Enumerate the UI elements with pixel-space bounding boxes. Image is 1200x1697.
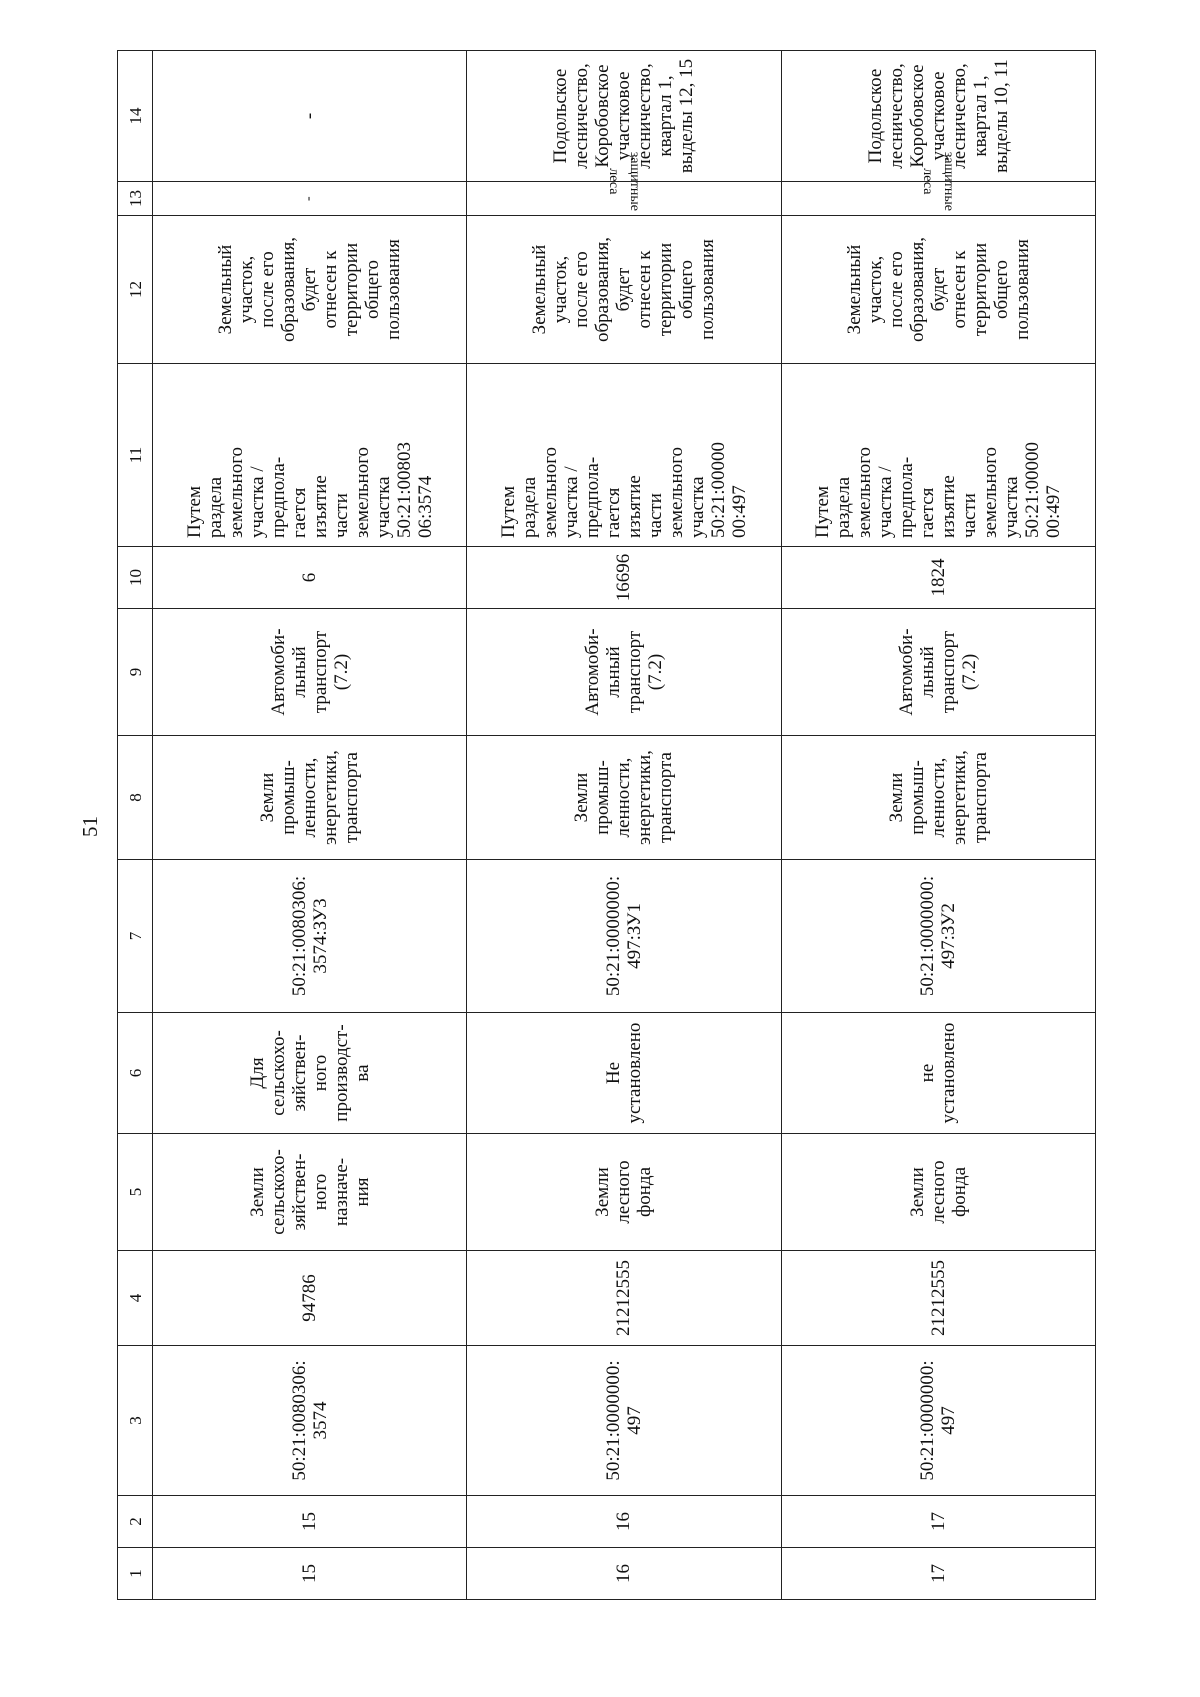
column-number-row <box>118 51 153 1600</box>
column-number: 4 <box>118 1251 153 1346</box>
column-number: 5 <box>118 1134 153 1251</box>
column-number: 7 <box>118 860 153 1013</box>
column-number: 3 <box>118 1346 153 1496</box>
cell-permitted-use: не установлено <box>781 1013 1095 1134</box>
rotated-table-frame <box>117 51 1096 1600</box>
cell-public-use-note: Земельный участок, после его образования, будет отнесен к территории общего пользования <box>467 216 781 364</box>
cell-public-use-note: Земельный участок, после его образования, будет отнесен к территории общего пользования <box>153 216 467 364</box>
column-number: 8 <box>118 736 153 860</box>
cell-index: 17 <box>781 1496 1095 1548</box>
cell-forestry-location: Подольское лесничество, Коробовское участковое лесничество, квартал 1, выделы 10, 11 <box>781 51 1095 182</box>
cell-new-permitted-use: Автомоби- льный транспорт (7.2) <box>467 609 781 736</box>
column-number: 12 <box>118 216 153 364</box>
column-number: 1 <box>118 1548 153 1600</box>
column-number: 14 <box>118 51 153 182</box>
table-row <box>153 51 467 1600</box>
cell-new-permitted-use: Автомоби- льный транспорт (7.2) <box>153 609 467 736</box>
cell-permitted-use: Для сельскохо- зяйствен- ного производст- ва <box>153 1013 467 1134</box>
forest-category-text: - <box>302 196 318 201</box>
cell-new-plot-number: 50:21:0000000: 497:ЗУ1 <box>467 860 781 1013</box>
cell-formation-method: Путем раздела земельного участка / предпола- гается изъятие части земельного участка 50:21:00803 06:3574 <box>153 364 467 547</box>
cell-forest-category <box>781 151 1095 216</box>
cell-source-cadastral-number: 50:21:0080306: 3574 <box>153 1346 467 1496</box>
table-row <box>781 51 1095 1600</box>
column-number: 10 <box>118 547 153 609</box>
cell-forest-category <box>153 182 467 216</box>
cell-new-land-category: Земли промыш- ленности, энергетики, транспорта <box>153 736 467 860</box>
cell-source-cadastral-number: 50:21:0000000: 497 <box>467 1346 781 1496</box>
cell-source-cadastral-number: 50:21:0000000: 497 <box>781 1346 1095 1496</box>
table-container <box>117 51 1096 1600</box>
cell-row-number: 15 <box>153 1548 467 1600</box>
column-number: 2 <box>118 1496 153 1548</box>
page-number: 51 <box>78 816 102 837</box>
cell-new-land-category: Земли промыш- ленности, энергетики, транспорта <box>781 736 1095 860</box>
cell-area: 21212555 <box>781 1251 1095 1346</box>
cell-new-area: 6 <box>153 547 467 609</box>
cell-area: 94786 <box>153 1251 467 1346</box>
cell-row-number: 17 <box>781 1548 1095 1600</box>
cell-forestry-location: Подольское лесничество, Коробовское участковое лесничество, квартал 1, выделы 12, 15 <box>467 51 781 182</box>
forest-category-text: защитные леса <box>920 151 957 211</box>
land-plots-table <box>117 50 1096 1600</box>
cell-public-use-note: Земельный участок, после его образования, будет отнесен к территории общего пользования <box>781 216 1095 364</box>
cell-formation-method: Путем раздела земельного участка / предпола- гается изъятие части земельного участка 50:21:00000 00:497 <box>467 364 781 547</box>
table-row <box>467 51 781 1600</box>
cell-index: 15 <box>153 1496 467 1548</box>
cell-row-number: 16 <box>467 1548 781 1600</box>
cell-new-area: 1824 <box>781 547 1095 609</box>
cell-new-plot-number: 50:21:0080306: 3574:ЗУ3 <box>153 860 467 1013</box>
cell-new-land-category: Земли промыш- ленности, энергетики, транспорта <box>467 736 781 860</box>
cell-land-category: Земли сельскохо- зяйствен- ного назначе- ния <box>153 1134 467 1251</box>
cell-index: 16 <box>467 1496 781 1548</box>
cell-forest-category <box>467 151 781 216</box>
cell-new-area: 16696 <box>467 547 781 609</box>
cell-new-permitted-use: Автомоби- льный транспорт (7.2) <box>781 609 1095 736</box>
cell-formation-method: Путем раздела земельного участка / предпола- гается изъятие части земельного участка 50:21:00000 00:497 <box>781 364 1095 547</box>
cell-land-category: Земли лесного фонда <box>781 1134 1095 1251</box>
cell-new-plot-number: 50:21:0000000: 497:ЗУ2 <box>781 860 1095 1013</box>
cell-land-category: Земли лесного фонда <box>467 1134 781 1251</box>
forest-category-text: защитные леса <box>605 151 642 211</box>
column-number: 11 <box>118 364 153 547</box>
column-number: 6 <box>118 1013 153 1134</box>
column-number: 13 <box>118 182 153 216</box>
column-number: 9 <box>118 609 153 736</box>
cell-permitted-use: Не установлено <box>467 1013 781 1134</box>
cell-forestry-location: - <box>153 51 467 182</box>
cell-area: 21212555 <box>467 1251 781 1346</box>
